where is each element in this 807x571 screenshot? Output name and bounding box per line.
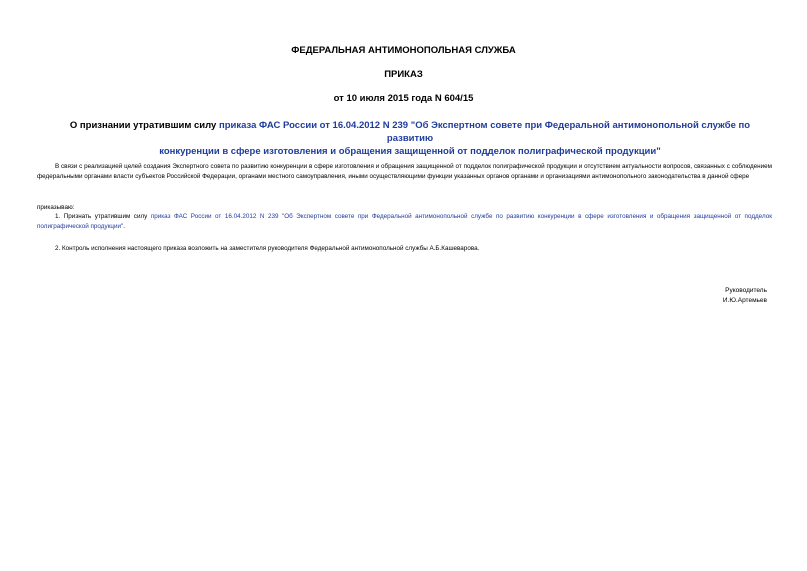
signature-position: Руководитель	[725, 287, 767, 294]
item-1-prefix: 1. Признать утратившим силу	[55, 213, 151, 220]
title-prefix: О признании утратившим силу	[69, 120, 219, 131]
signature-name: И.Ю.Артемьев	[722, 297, 767, 304]
title-link-line1[interactable]: приказа ФАС России от 16.04.2012 N 239 "Об Экспертном совете при Федеральной антимонопольной службе по развитию	[218, 120, 751, 144]
item-1-suffix: .	[123, 222, 125, 230]
agency-name: ФЕДЕРАЛЬНАЯ АНТИМОНОПОЛЬНАЯ СЛУЖБА	[291, 45, 516, 56]
order-word: приказываю:	[37, 204, 75, 211]
title-link-line2[interactable]: конкуренции в сфере изготовления и обращения защищенной от подделок полиграфической продукции"	[159, 146, 661, 157]
item-1-paragraph	[37, 212, 772, 231]
document-type: ПРИКАЗ	[384, 69, 423, 80]
document-title	[60, 119, 760, 158]
preamble-paragraph: В связи с реализацией целей создания Экспертного совета по развитию конкуренции в сфере изготовления и обращения защищенной от подделок полиграфической продукции и отсутствием актуальности вопросов, связанных с соблюдением федеральными органами власти субъектов Российской Федерации, органами местного самоуправления, иными осуществляющими функции указанных органов органами и организациями антимонопольного законодательства в данной сфере	[37, 163, 772, 180]
document-date-number: от 10 июля 2015 года N 604/15	[333, 93, 474, 104]
item-2-paragraph: 2. Контроль исполнения настоящего приказа возложить на заместителя руководителя Федеральной антимонопольной службы А.Б.Кашеварова.	[55, 245, 480, 252]
item-1-link[interactable]: приказ ФАС России от 16.04.2012 N 239 "Об Экспертном совете при Федеральной антимонопольной службе по развитию конкуренции в сфере изготовления и обращения защищенной от подделок полиграфической продукции"	[37, 213, 772, 230]
